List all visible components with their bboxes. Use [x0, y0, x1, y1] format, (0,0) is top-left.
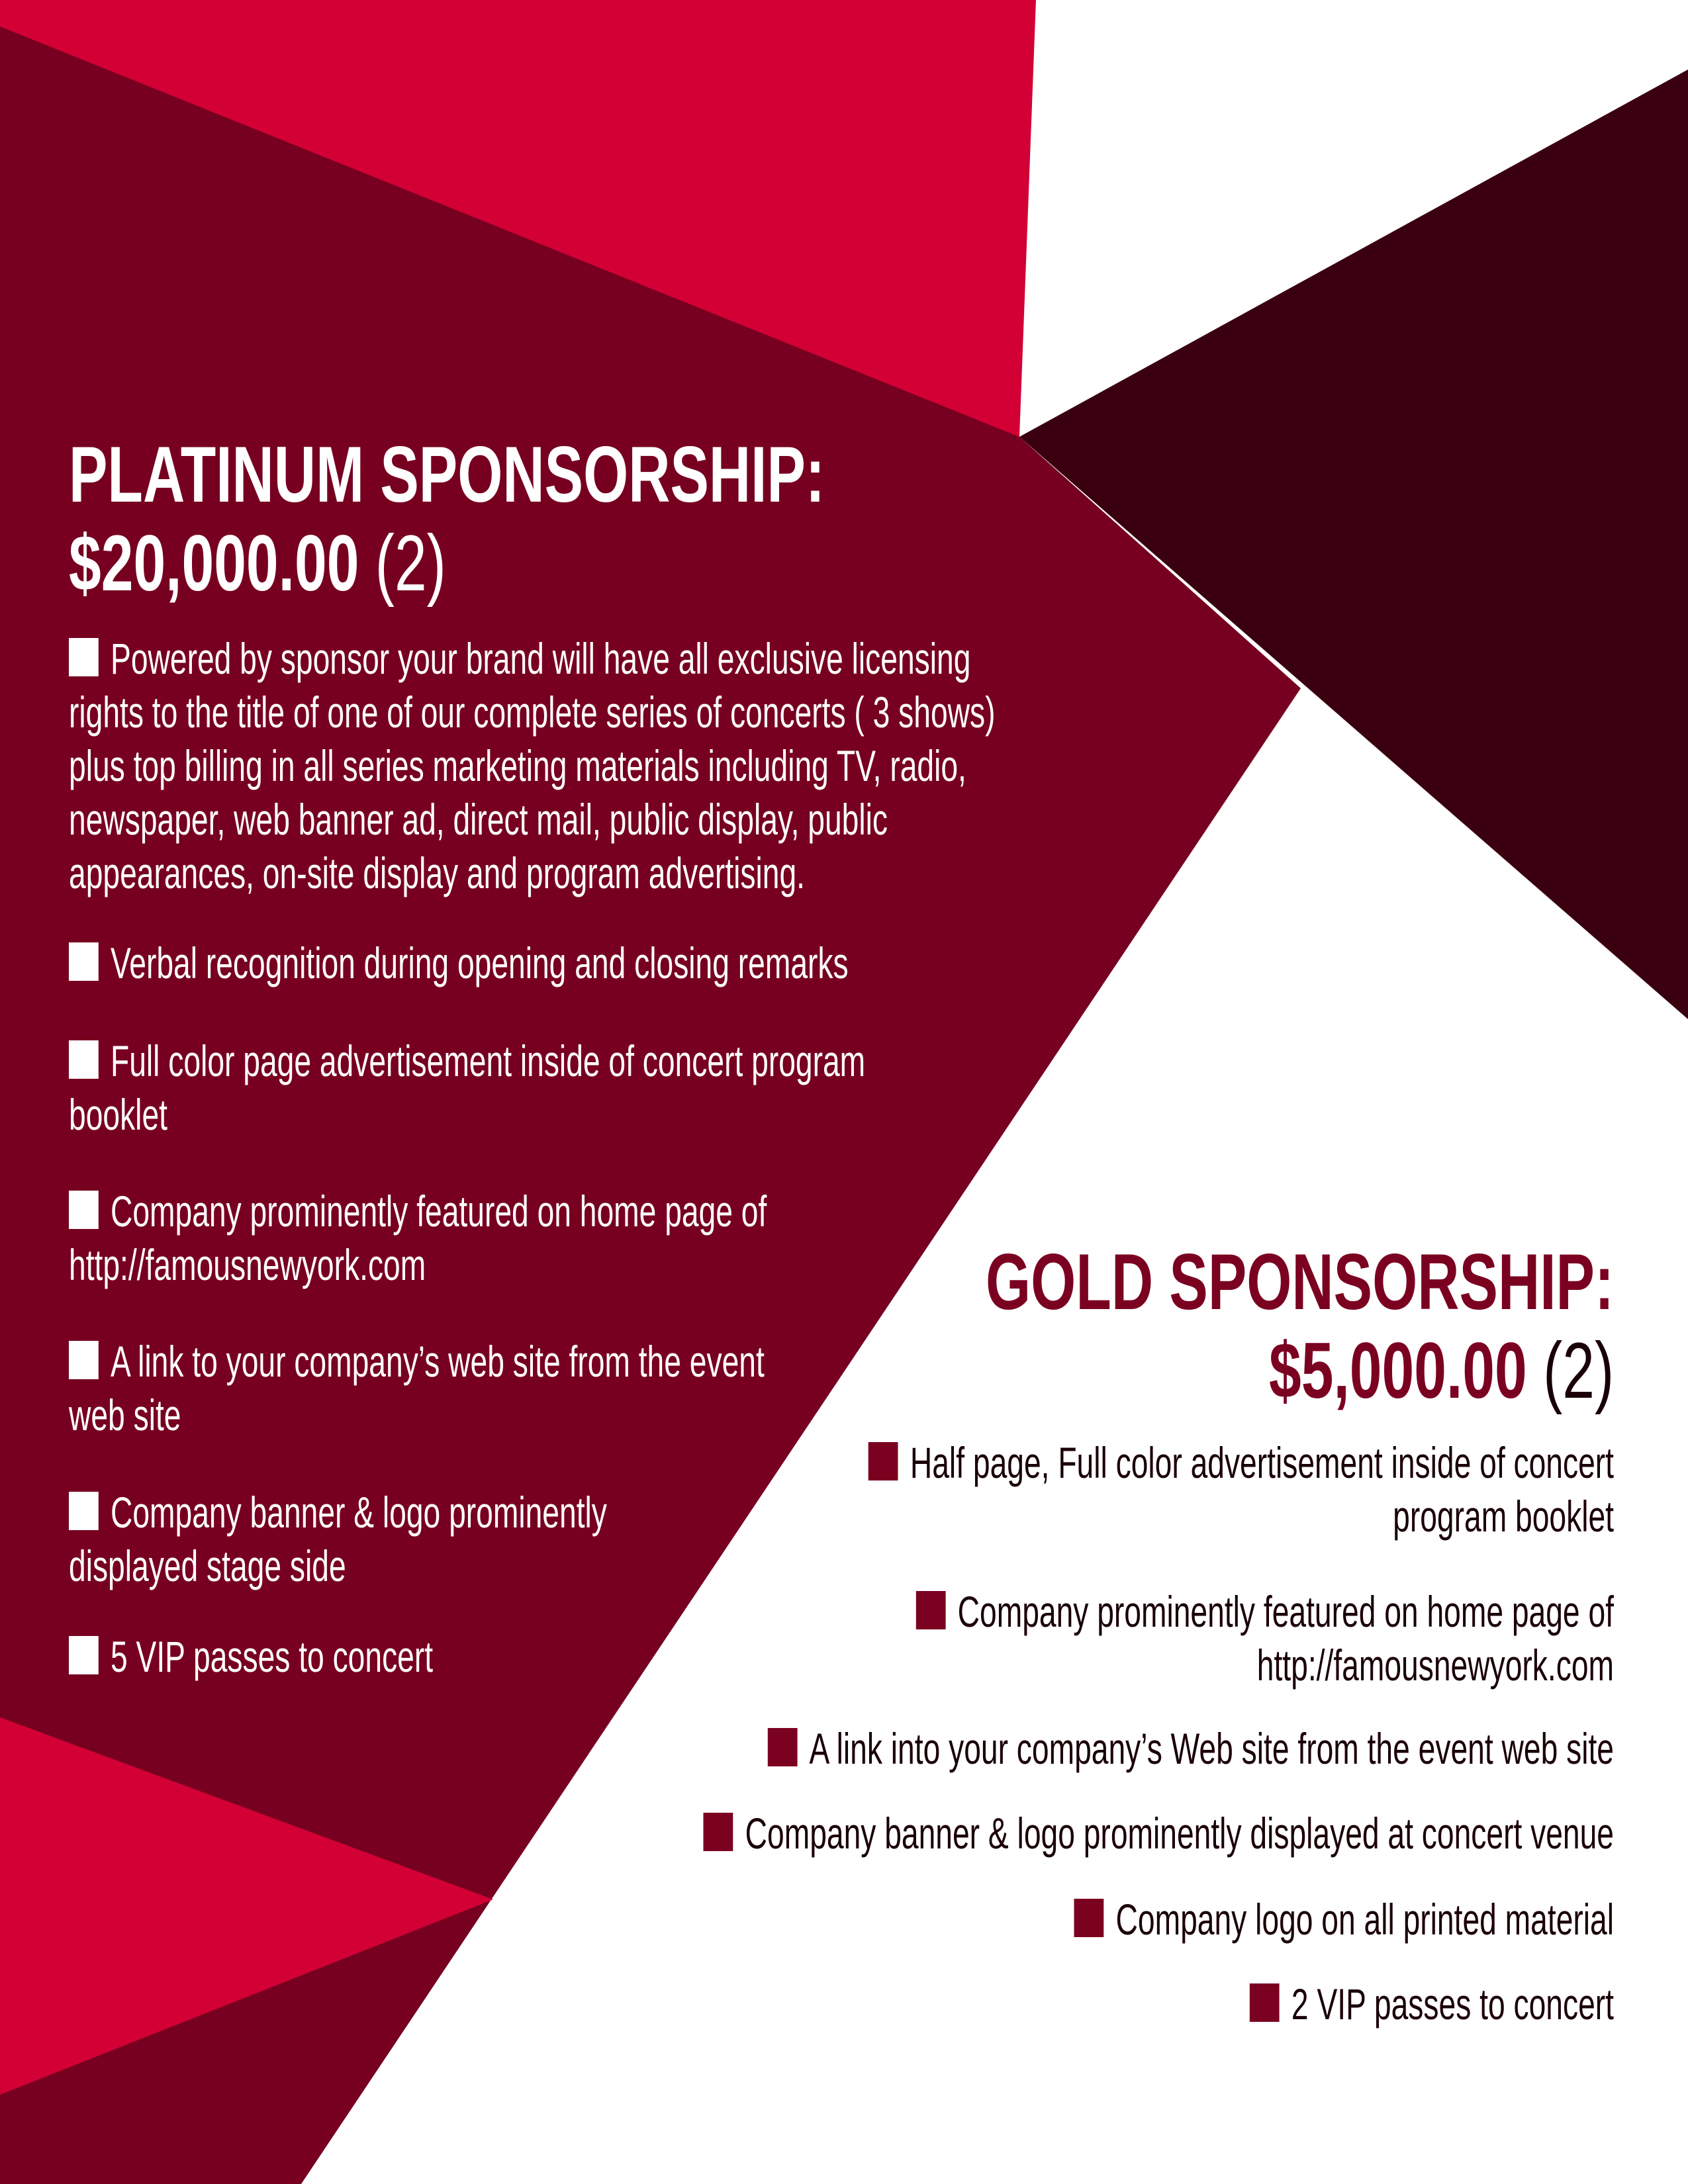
- platinum-heading: [69, 430, 825, 608]
- gold-quantity: (2): [1542, 1326, 1614, 1415]
- maroon-square-icon: [768, 1728, 798, 1766]
- list-item: Company banner & logo prominently displayed stage side: [69, 1488, 607, 1590]
- white-square-icon: [69, 1341, 99, 1379]
- white-square-icon: [69, 942, 99, 981]
- platinum-price-line: [69, 519, 825, 608]
- list-item: A link into your company’s Web site from the event web site: [594, 1722, 1614, 1776]
- platinum-quantity: (2): [375, 519, 446, 608]
- maroon-square-icon: [868, 1442, 898, 1480]
- list-item: Half page, Full color advertisement inside of concert program booklet: [594, 1436, 1614, 1543]
- gold-title: GOLD SPONSORSHIP:: [985, 1238, 1614, 1326]
- list-item: A link to your company’s web site from the event web site: [69, 1337, 765, 1439]
- list-item: Company logo on all printed material: [594, 1893, 1614, 1946]
- white-square-icon: [69, 638, 99, 676]
- list-item: Company banner & logo prominently displayed at concert venue: [594, 1807, 1614, 1860]
- list-item: Company prominently featured on home page of http://famousnewyork.com: [594, 1585, 1614, 1692]
- maroon-square-icon: [1074, 1899, 1104, 1937]
- maroon-square-icon: [704, 1813, 733, 1851]
- list-item: Powered by sponsor your brand will have all exclusive licensing rights to the title of one of our complete series of concerts ( 3 shows) plus top billing in all series marketing materials including TV, radio, newspaper, web banner ad, direct mail, public display, public appearances, on-site display and program advertising.: [69, 634, 996, 897]
- white-square-icon: [69, 1040, 99, 1079]
- gold-price: $5,000.00: [1268, 1326, 1527, 1415]
- maroon-square-icon: [916, 1591, 946, 1629]
- white-square-icon: [69, 1492, 99, 1530]
- white-square-icon: [69, 1191, 99, 1229]
- list-item: Full color page advertisement inside of concert program booklet: [69, 1036, 866, 1139]
- platinum-title: PLATINUM SPONSORSHIP:: [69, 430, 825, 519]
- list-item: 5 VIP passes to concert: [69, 1630, 1102, 1684]
- gold-heading: [986, 1238, 1614, 1415]
- list-item: 2 VIP passes to concert: [594, 1978, 1614, 2031]
- list-item: Verbal recognition during opening and closing remarks: [69, 936, 1102, 990]
- platinum-price: $20,000.00: [69, 519, 359, 608]
- white-square-icon: [69, 1636, 99, 1674]
- list-item: Company prominently featured on home page of http://famousnewyork.com: [69, 1187, 767, 1289]
- maroon-square-icon: [1250, 1983, 1280, 2022]
- gold-price-line: [986, 1326, 1614, 1415]
